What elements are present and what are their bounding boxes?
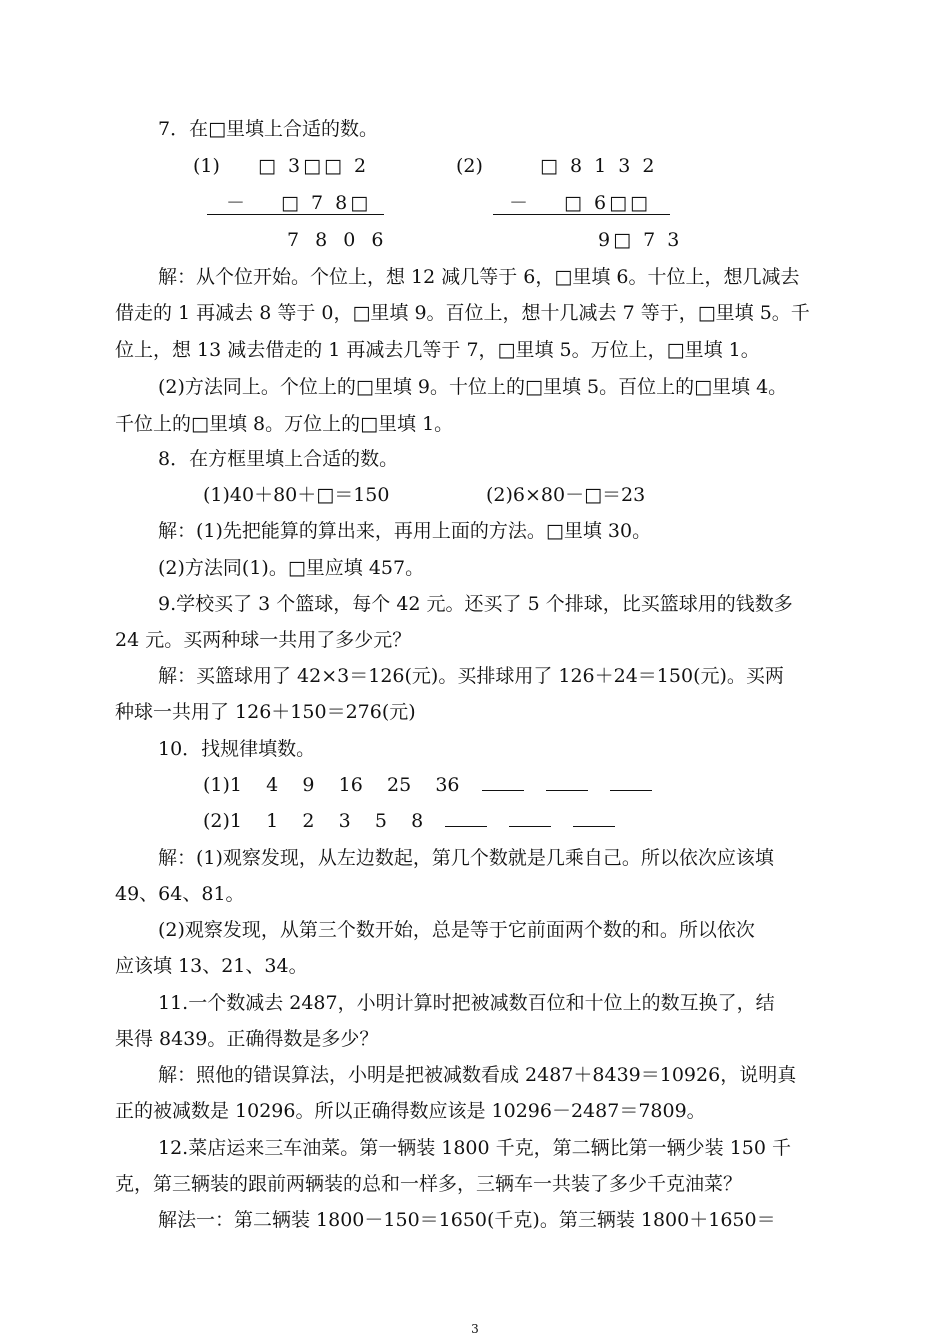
q8-title: 8．在方框里填上合适的数。 — [158, 448, 399, 470]
q9-solution-line-1: 解：买篮球用了 42×3＝126(元)。买排球用了 126＋24＝150(元)。买两 — [158, 665, 784, 687]
answer-blank[interactable] — [445, 808, 487, 827]
answer-blank[interactable] — [610, 772, 652, 791]
q8-solution-line-2: (2)方法同(1)。□里应填 457。 — [158, 557, 425, 579]
problem-1-result: 7 8 0 6 — [287, 229, 389, 251]
problem-1-subtrahend: □ 7 8□ — [281, 192, 372, 214]
q12-line-2: 克，第三辆装的跟前两辆装的总和一样多，三辆车一共装了多少千克油菜？ — [115, 1173, 743, 1195]
q10-sequence-2 — [203, 808, 615, 834]
q7-solution-line-1: 解：从个位开始。个位上，想 12 减几等于 6，□里填 6。十位上，想几减去 — [158, 266, 800, 288]
q8-solution-line-1: 解：(1)先把能算的算出来，再用上面的方法。□里填 30。 — [158, 520, 652, 542]
problem-2-minuend: □ 8 1 3 2 — [540, 155, 658, 177]
problem-2-subtrahend: □ 6□□ — [564, 192, 651, 214]
q10-sequence-1 — [203, 772, 652, 798]
q9-line-1: 9.学校买了 3 个篮球，每个 42 元。还买了 5 个排球，比买篮球用的钱数多 — [158, 593, 793, 615]
q7-title: 7．在□里填上合适的数。 — [158, 118, 379, 140]
problem-2-result: 9□ 7 3 — [598, 229, 683, 251]
q7-solution-line-3: 位上，想 13 减去借走的 1 再减去几等于 7，□里填 5。万位上，□里填 1。 — [115, 339, 760, 361]
problem-2-label: (2) — [456, 155, 483, 177]
problem-1-minuend: □ 3□□ 2 — [258, 155, 370, 177]
q10-sequence-1-text: (1)1 4 9 16 25 36 — [203, 774, 460, 796]
problem-1-label: (1) — [193, 155, 220, 177]
q10-solution-line-3: (2)观察发现，从第三个数开始，总是等于它前面两个数的和。所以依次 — [158, 919, 755, 941]
q10-solution-line-1: 解：(1)观察发现，从左边数起，第几个数就是几乘自己。所以依次应该填 — [158, 847, 774, 869]
q7-solution-line-4: (2)方法同上。个位上的□里填 9。十位上的□里填 5。百位上的□里填 4。 — [158, 376, 788, 398]
answer-blank[interactable] — [573, 808, 615, 827]
q7-solution-line-2: 借走的 1 再减去 8 等于 0，□里填 9。百位上，想十几减去 7 等于，□里填 5。千 — [115, 302, 810, 324]
q11-line-1: 11.一个数减去 2487，小明计算时把被减数百位和十位上的数互换了，结 — [158, 992, 775, 1014]
answer-blank[interactable] — [509, 808, 551, 827]
problem-2-minus-sign: － — [509, 192, 529, 214]
q11-solution-line-1: 解：照他的错误算法，小明是把被减数看成 2487＋8439＝10926，说明真 — [158, 1064, 797, 1086]
answer-blank[interactable] — [482, 772, 524, 791]
q11-line-2: 果得 8439。正确得数是多少？ — [115, 1028, 379, 1050]
answer-blank[interactable] — [546, 772, 588, 791]
problem-2-rule — [493, 214, 670, 215]
q9-solution-line-2: 种球一共用了 126＋150＝276(元) — [115, 701, 416, 723]
q9-line-2: 24 元。买两种球一共用了多少元？ — [115, 629, 412, 651]
q10-solution-line-4: 应该填 13、21、34。 — [115, 955, 308, 977]
q8-equation-1: (1)40＋80＋□＝150 — [203, 484, 390, 506]
q8-equation-2: (2)6×80－□＝23 — [486, 484, 646, 506]
q10-solution-line-2: 49、64、81。 — [115, 883, 245, 905]
q12-line-1: 12.菜店运来三车油菜。第一辆装 1800 千克，第二辆比第一辆少装 150 千 — [158, 1137, 791, 1159]
q11-solution-line-2: 正的被减数是 10296。所以正确得数应该是 10296－2487＝7809。 — [115, 1100, 706, 1122]
problem-1-minus-sign: － — [226, 192, 246, 214]
q10-sequence-2-text: (2)1 1 2 3 5 8 — [203, 810, 424, 832]
q10-title: 10．找规律填数。 — [158, 738, 316, 760]
q7-solution-line-5: 千位上的□里填 8。万位上的□里填 1。 — [115, 413, 454, 435]
q12-solution-line-1: 解法一：第二辆装 1800－150＝1650(千克)。第三辆装 1800＋1650＝ — [158, 1209, 776, 1231]
problem-1-rule — [207, 214, 384, 215]
page-number: 3 — [471, 1322, 479, 1336]
